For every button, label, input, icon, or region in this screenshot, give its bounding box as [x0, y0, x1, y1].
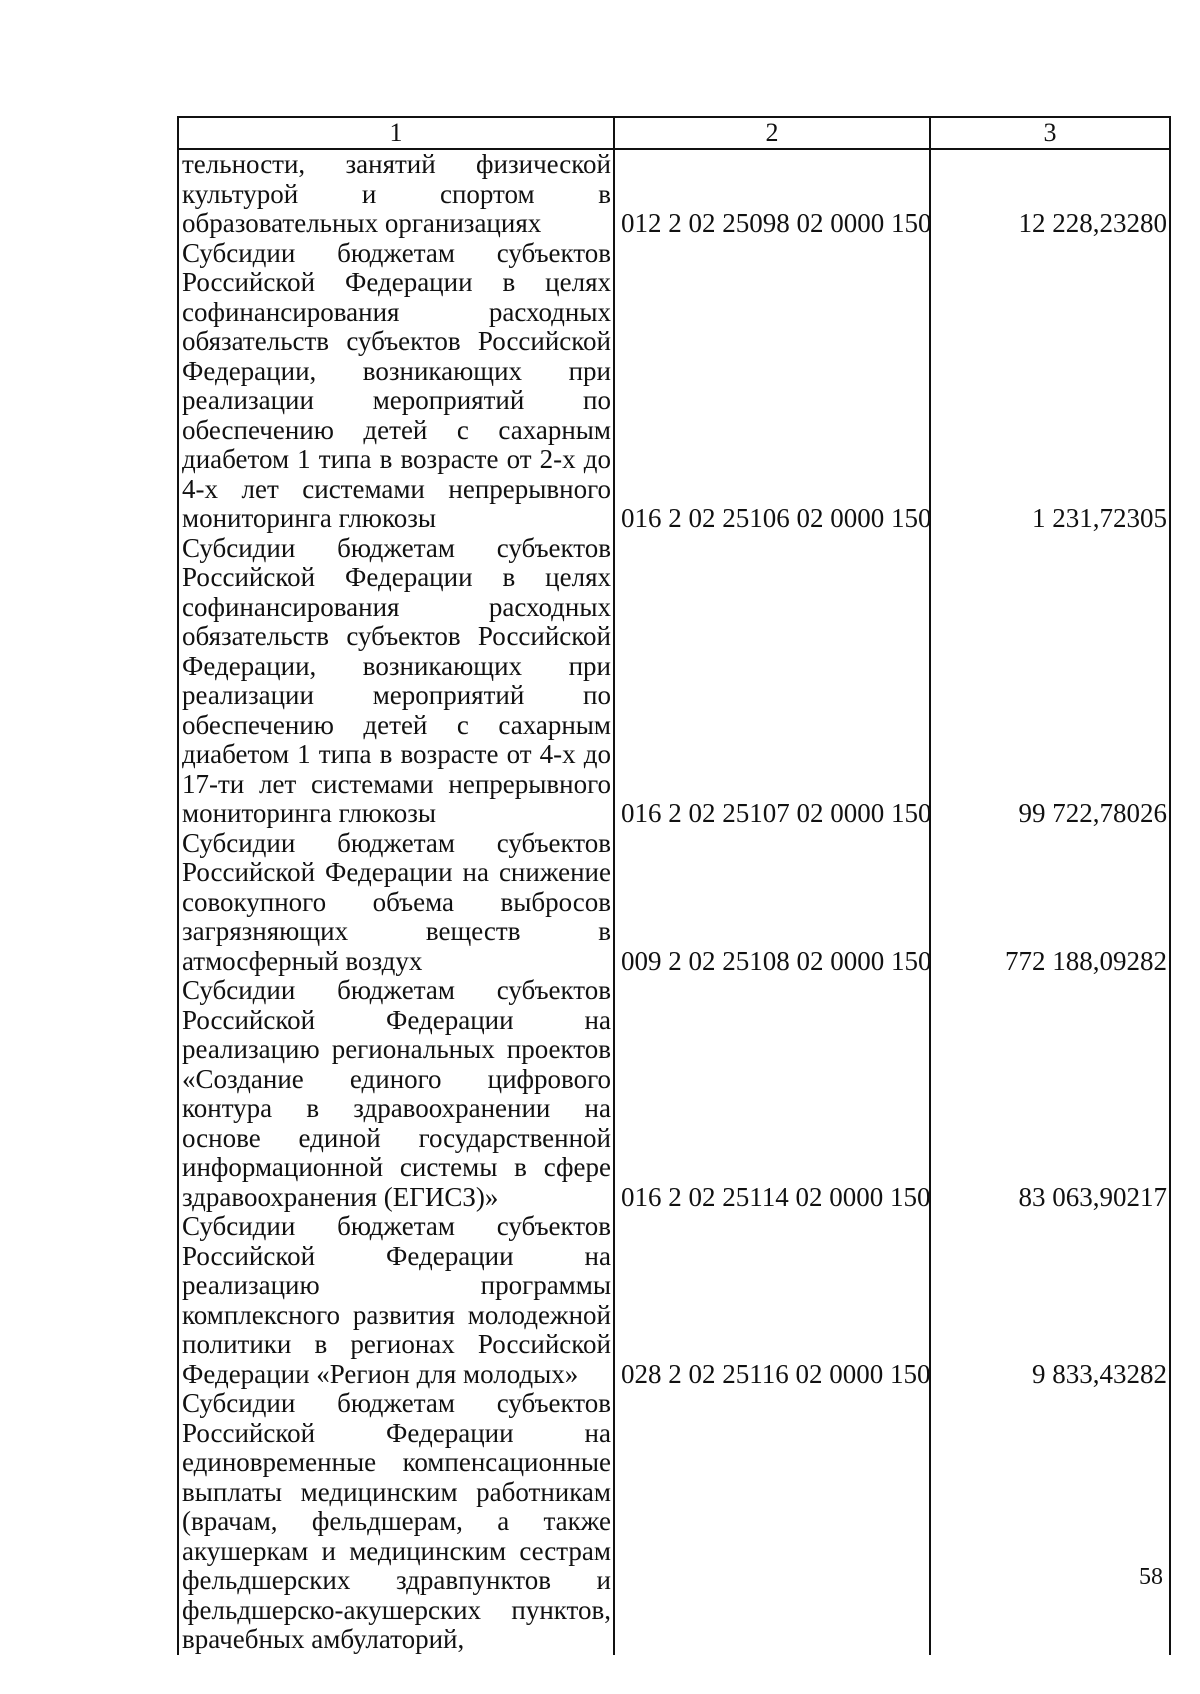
- row-amount: 9 833,43282: [930, 1212, 1170, 1389]
- row-amount: [930, 1389, 1170, 1655]
- column-header-1: 1: [178, 117, 614, 149]
- table-row: [178, 149, 1170, 239]
- table-row: [178, 1212, 1170, 1389]
- page-number: 58: [1139, 1564, 1163, 1590]
- row-description: Субсидии бюджетам субъектов Российской Федерации на снижение совокупного объема выбросов загрязняющих веществ в атмосферный воздух: [178, 829, 614, 977]
- row-budget-code: [614, 1389, 930, 1655]
- row-budget-code: 028 2 02 25116 02 0000 150: [614, 1212, 930, 1389]
- column-header-2: 2: [614, 117, 930, 149]
- row-description: Субсидии бюджетам субъектов Российской Федерации в целях софинансирования расходных обязательств субъектов Российской Федерации, возникающих при реализации мероприятий по обеспечению детей с сахарным диабетом 1 типа в возрасте от 4-х до 17-ти лет системами непрерывного мониторинга глюкозы: [178, 534, 614, 829]
- table-row: [178, 829, 1170, 977]
- row-amount: 1 231,72305: [930, 239, 1170, 534]
- row-description: Субсидии бюджетам субъектов Российской Федерации на реализацию региональных проектов «Создание единого цифрового контура в здравоохранении на основе единой государственной информационной системы в сфере здравоохранения (ЕГИСЗ)»: [178, 976, 614, 1212]
- table-row: [178, 239, 1170, 534]
- table-row: [178, 976, 1170, 1212]
- row-amount: 12 228,23280: [930, 149, 1170, 239]
- table-header-row: [178, 117, 1170, 149]
- row-budget-code: 009 2 02 25108 02 0000 150: [614, 829, 930, 977]
- table-row: [178, 534, 1170, 829]
- row-budget-code: 016 2 02 25107 02 0000 150: [614, 534, 930, 829]
- row-description: Субсидии бюджетам субъектов Российской Федерации в целях софинансирования расходных обязательств субъектов Российской Федерации, возникающих при реализации мероприятий по обеспечению детей с сахарным диабетом 1 типа в возрасте от 2-х до 4-х лет системами непрерывного мониторинга глюкозы: [178, 239, 614, 534]
- row-amount: 99 722,78026: [930, 534, 1170, 829]
- row-budget-code: 016 2 02 25114 02 0000 150: [614, 976, 930, 1212]
- row-amount: 83 063,90217: [930, 976, 1170, 1212]
- row-description: Субсидии бюджетам субъектов Российской Федерации на единовременные компенсационные выплаты медицинским работникам (врачам, фельдшерам, а также акушеркам и медицинским сестрам фельдшерских здравпунктов и фельдшерско-акушерских пунктов, врачебных амбулаторий,: [178, 1389, 614, 1655]
- row-budget-code: 016 2 02 25106 02 0000 150: [614, 239, 930, 534]
- column-header-3: 3: [930, 117, 1170, 149]
- row-description: Субсидии бюджетам субъектов Российской Федерации на реализацию программы комплексного развития молодежной политики в регионах Российской Федерации «Регион для молодых»: [178, 1212, 614, 1389]
- budget-revenue-table: [177, 116, 1171, 1655]
- row-description: тельности, занятий физической культурой и спортом в образовательных организациях: [178, 149, 614, 239]
- row-amount: 772 188,09282: [930, 829, 1170, 977]
- row-budget-code: 012 2 02 25098 02 0000 150: [614, 149, 930, 239]
- table-row: [178, 1389, 1170, 1655]
